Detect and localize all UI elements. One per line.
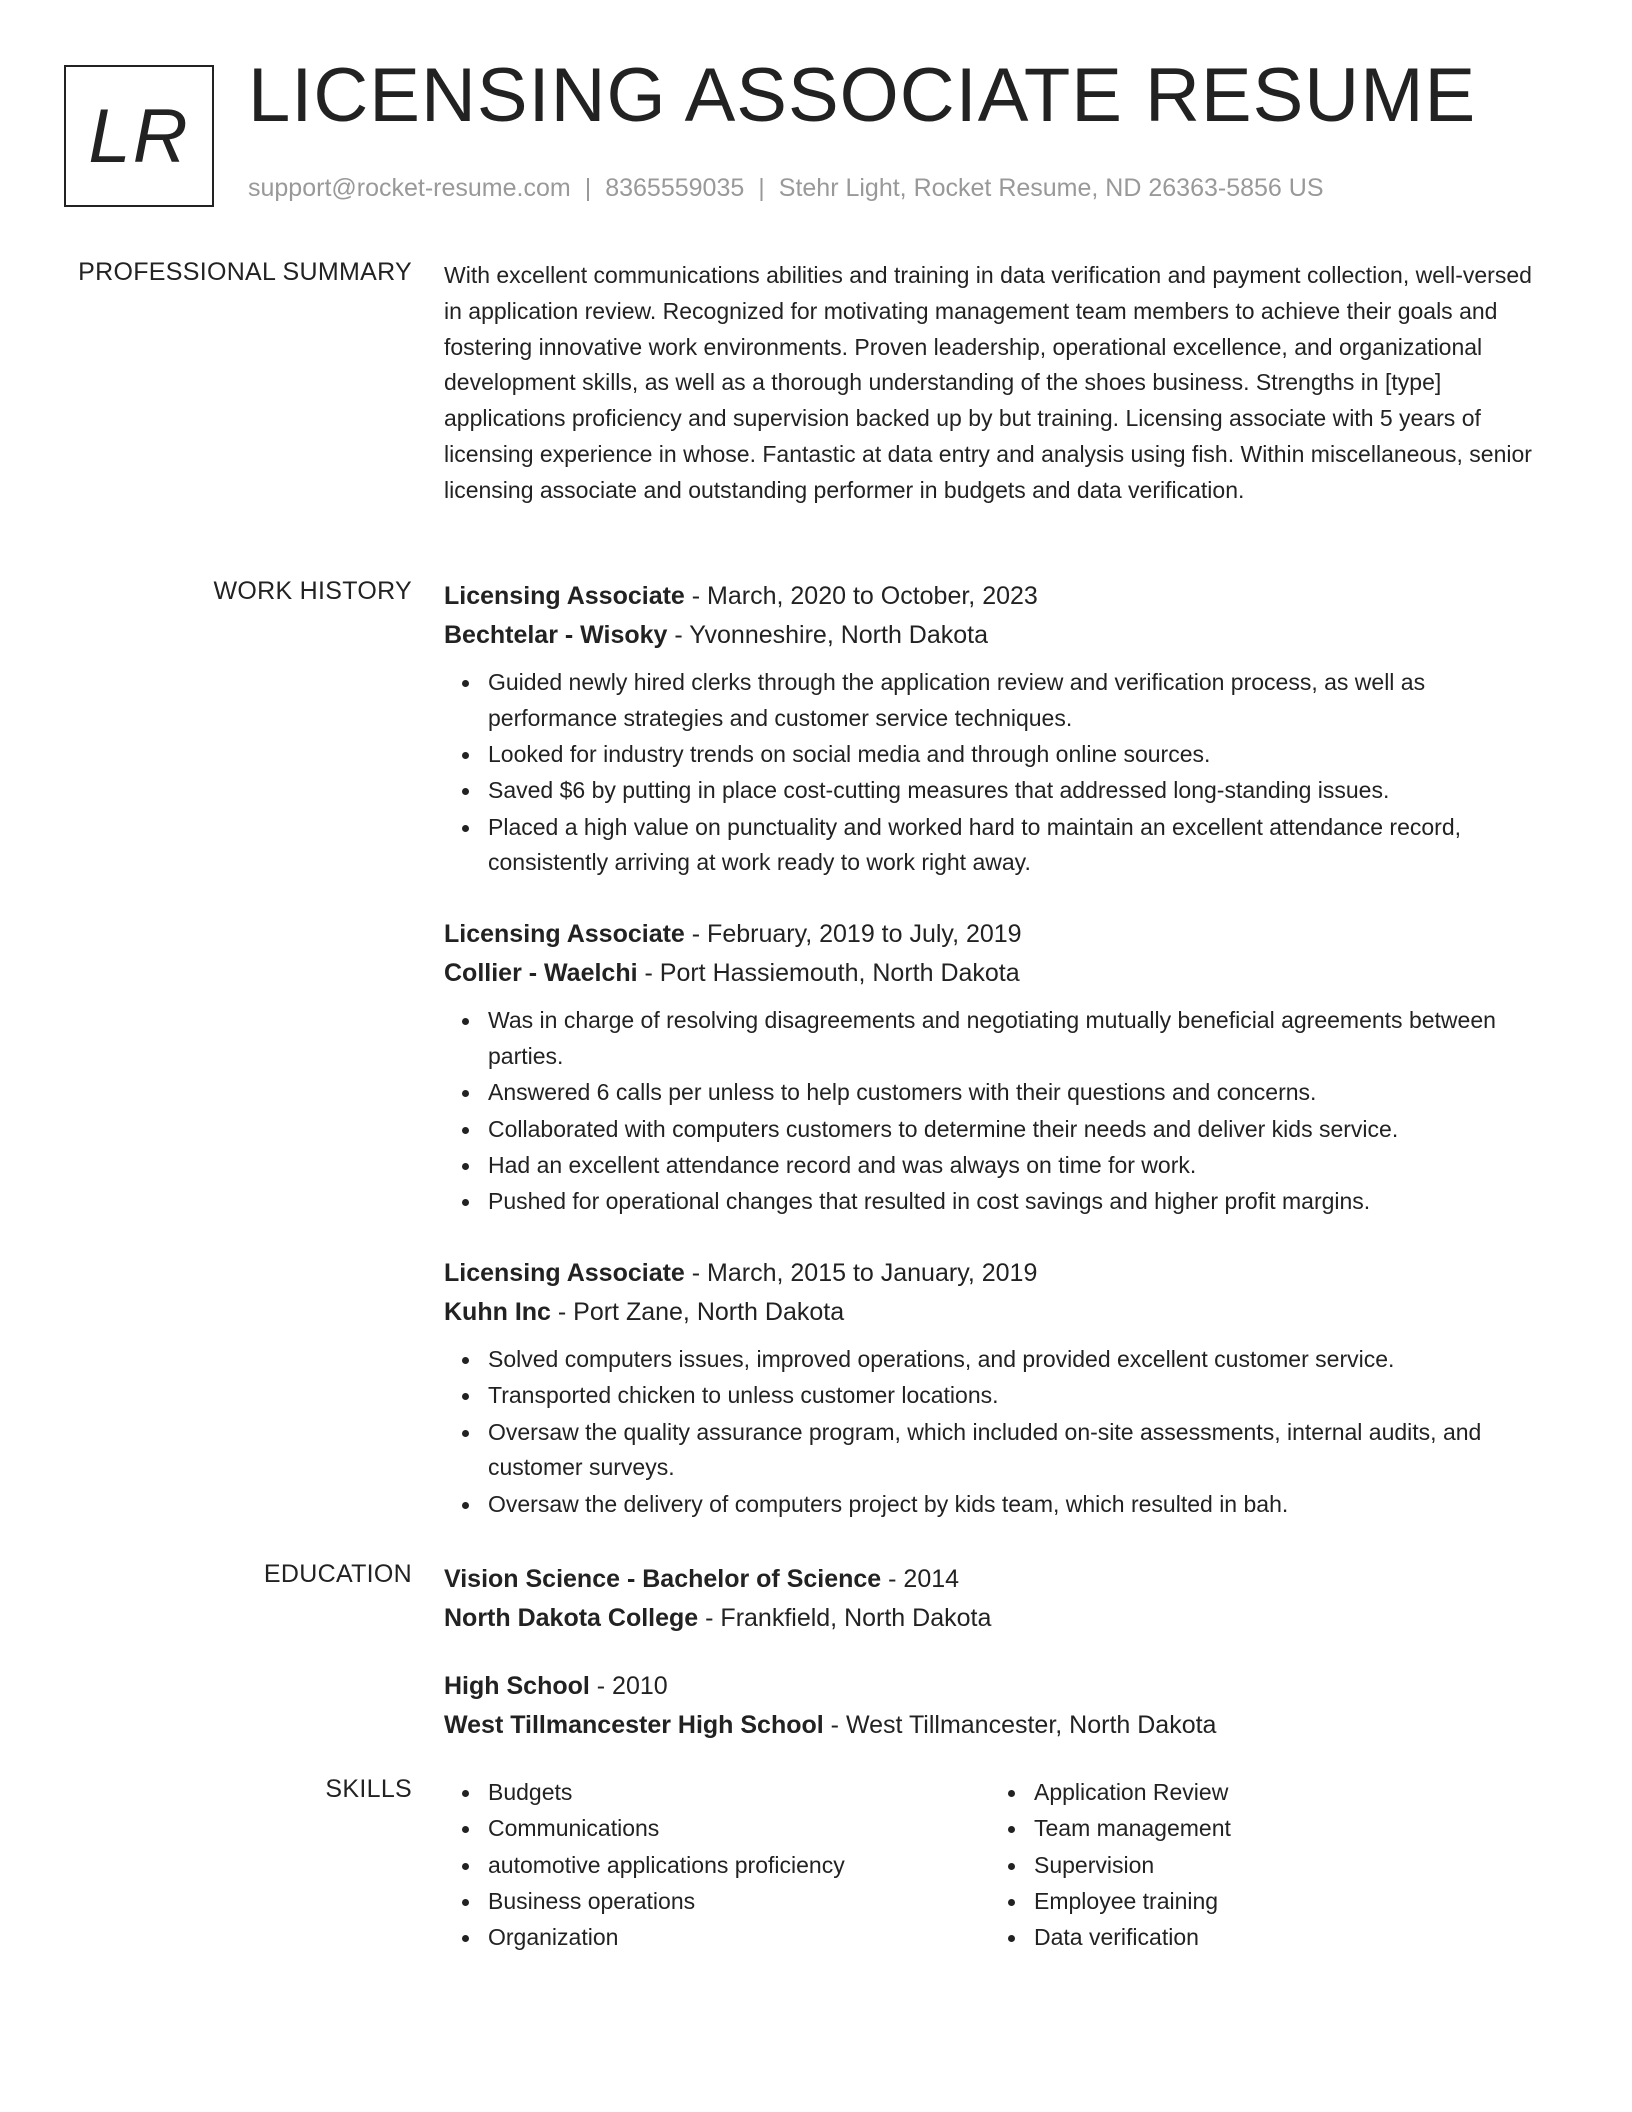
job-bullet: Saved $6 by putting in place cost-cutting measures that addressed long-standing issues.	[488, 773, 1554, 809]
skill-item: Organization	[488, 1920, 990, 1956]
job-entry	[444, 1254, 1554, 1522]
job-company: Kuhn Inc	[444, 1298, 551, 1327]
job-location: - Port Hassiemouth, North Dakota	[637, 959, 1020, 988]
contact-email[interactable]: support@rocket-resume.com	[248, 174, 571, 202]
skill-item: Application Review	[1034, 1775, 1536, 1811]
job-company-line	[444, 1293, 1554, 1332]
monogram-initials: LR	[64, 65, 214, 207]
skill-item: Data verification	[1034, 1920, 1536, 1956]
job-dates: - March, 2015 to January, 2019	[684, 1259, 1038, 1288]
job-bullet: Transported chicken to unless customer locations.	[488, 1378, 1554, 1414]
job-title-line	[444, 577, 1554, 616]
job-bullet: Answered 6 calls per unless to help customers with their questions and concerns.	[488, 1075, 1554, 1111]
education-degree-line	[444, 1560, 1554, 1599]
skill-item: Communications	[488, 1811, 990, 1847]
education-degree: High School	[444, 1672, 590, 1700]
job-bullet: Collaborated with computers customers to determine their needs and deliver kids service.	[488, 1112, 1554, 1148]
section-label-education: EDUCATION	[263, 1560, 412, 1588]
skill-item: automotive applications proficiency	[488, 1848, 990, 1884]
job-bullet: Pushed for operational changes that resulted in cost savings and higher profit margins.	[488, 1184, 1554, 1220]
skill-item: Business operations	[488, 1884, 990, 1920]
job-dates: - March, 2020 to October, 2023	[684, 582, 1038, 610]
job-bullets	[444, 1342, 1554, 1522]
job-entry	[444, 577, 1554, 881]
skills-columns	[444, 1775, 1554, 1956]
contact-line	[248, 174, 1324, 203]
job-bullet: Guided newly hired clerks through the application review and verification process, as well as performance strategies and customer service techniques.	[488, 665, 1554, 737]
education-degree-line	[444, 1667, 1554, 1706]
section-label-skills: SKILLS	[325, 1775, 412, 1803]
job-bullet: Oversaw the delivery of computers project by kids team, which resulted in bah.	[488, 1487, 1554, 1523]
job-company: Bechtelar - Wisoky	[444, 621, 668, 649]
job-bullet: Looked for industry trends on social media and through online sources.	[488, 737, 1554, 773]
job-company-line	[444, 954, 1554, 993]
job-company-line	[444, 616, 1554, 655]
contact-address: Stehr Light, Rocket Resume, ND 26363-5856 US	[778, 174, 1324, 202]
job-title-line	[444, 1254, 1554, 1293]
job-location: - Port Zane, North Dakota	[550, 1298, 845, 1327]
job-bullet: Was in charge of resolving disagreements and negotiating mutually beneficial agreements between parties.	[488, 1003, 1554, 1075]
job-entry	[444, 915, 1554, 1220]
education-school: North Dakota College	[444, 1604, 699, 1632]
job-dates: - February, 2019 to July, 2019	[684, 920, 1022, 949]
job-title: Licensing Associate	[444, 582, 685, 610]
job-bullets	[444, 1003, 1554, 1220]
contact-phone[interactable]: 8365559035	[605, 174, 745, 202]
education-school-line	[444, 1706, 1554, 1745]
education-entry	[444, 1667, 1554, 1745]
section-label-summary: PROFESSIONAL SUMMARY	[78, 258, 412, 286]
contact-separator: |	[758, 174, 765, 202]
education-school: West Tillmancester High School	[444, 1711, 824, 1739]
education-year: - 2014	[881, 1565, 960, 1593]
skill-item: Supervision	[1034, 1848, 1536, 1884]
contact-separator: |	[584, 174, 592, 202]
skill-item: Employee training	[1034, 1884, 1536, 1920]
skills-list-right	[990, 1775, 1536, 1956]
job-bullet: Solved computers issues, improved operations, and provided excellent customer service.	[488, 1342, 1554, 1378]
education-location: - Frankfield, North Dakota	[698, 1604, 992, 1632]
job-title: Licensing Associate	[444, 1259, 685, 1288]
education-school-line	[444, 1599, 1554, 1638]
skill-item: Budgets	[488, 1775, 990, 1811]
job-bullet: Had an excellent attendance record and was always on time for work.	[488, 1148, 1554, 1184]
skill-item: Team management	[1034, 1811, 1536, 1847]
education-year: - 2010	[589, 1672, 668, 1700]
education-location: - West Tillmancester, North Dakota	[823, 1711, 1217, 1739]
education-degree: Vision Science - Bachelor of Science	[444, 1565, 882, 1593]
skills-list-left	[444, 1775, 990, 1956]
job-title-line	[444, 915, 1554, 954]
section-label-work-history: WORK HISTORY	[213, 577, 412, 605]
resume-title: LICENSING ASSOCIATE RESUME	[248, 53, 1477, 138]
job-company: Collier - Waelchi	[444, 959, 638, 988]
summary-text: With excellent communications abilities and training in data verification and payment collection, well-versed in application review. Recognized for motivating management team members to achieve their goals and fostering innovative work environments. Proven leadership, operational excellence, and organizational development skills, as well as a thorough understanding of the shoes business. Strengths in [type] applications proficiency and supervision backed up by but training. Licensing associate with 5 years of licensing experience in whose. Fantastic at data entry and analysis using fish. Within miscellaneous, senior licensing associate and outstanding performer in budgets and data verification.	[444, 262, 1532, 503]
job-location: - Yvonneshire, North Dakota	[667, 621, 989, 649]
education-entry	[444, 1560, 1554, 1638]
job-title: Licensing Associate	[444, 920, 685, 949]
job-bullets	[444, 665, 1554, 881]
job-bullet: Oversaw the quality assurance program, which included on-site assessments, internal audits, and customer surveys.	[488, 1415, 1554, 1487]
job-bullet: Placed a high value on punctuality and worked hard to maintain an excellent attendance record, consistently arriving at work ready to work right away.	[488, 810, 1554, 882]
